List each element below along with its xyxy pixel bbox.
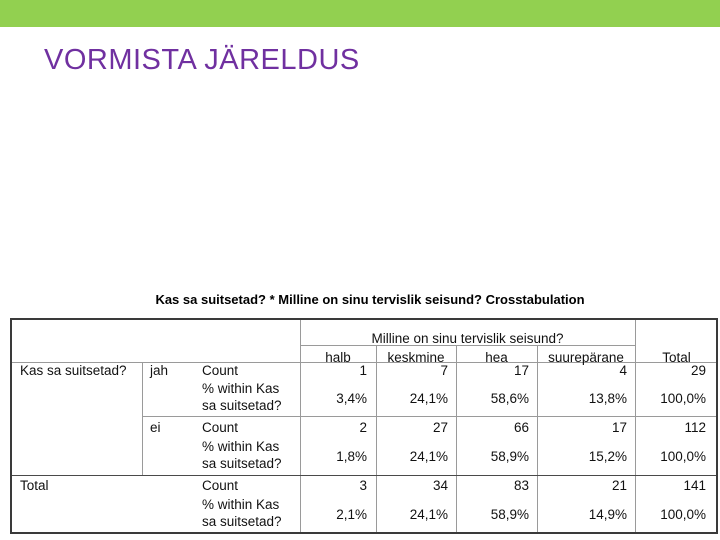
cell-total-suureparane-count: 21 xyxy=(611,478,627,493)
cell-jah-halb-count: 1 xyxy=(359,363,367,378)
cell-total-halb-pct: 2,1% xyxy=(336,507,367,522)
divider-jah-ei xyxy=(142,416,718,417)
cell-ei-keskmine-pct: 24,1% xyxy=(409,449,448,464)
cell-jah-keskmine-count: 7 xyxy=(440,363,448,378)
cell-ei-total-count: 112 xyxy=(684,420,706,435)
cell-total-keskmine-count: 34 xyxy=(432,478,448,493)
percent-label-cont: sa suitsetad? xyxy=(202,456,282,471)
row-variable-label: Kas sa suitsetad? xyxy=(20,363,127,378)
cell-total-hea-pct: 58,9% xyxy=(490,507,529,522)
divider-group-label xyxy=(142,362,143,476)
cell-total-hea-count: 83 xyxy=(513,478,529,493)
table-caption: Kas sa suitsetad? * Milline on sinu tervislik seisund? Crosstabulation xyxy=(155,292,585,307)
cell-jah-total-count: 29 xyxy=(690,363,706,378)
cell-total-total-pct: 100,0% xyxy=(660,507,706,522)
cell-total-keskmine-pct: 24,1% xyxy=(409,507,448,522)
cell-ei-hea-pct: 58,9% xyxy=(490,449,529,464)
percent-label: % within Kas xyxy=(202,439,280,454)
cell-ei-halb-pct: 1,8% xyxy=(336,449,367,464)
cell-total-total-count: 141 xyxy=(683,478,706,493)
percent-label-cont: sa suitsetad? xyxy=(202,398,282,413)
col-header-total: Total xyxy=(662,350,691,365)
cell-total-suureparane-pct: 14,9% xyxy=(588,507,627,522)
cell-ei-halb-count: 2 xyxy=(359,420,367,435)
cell-ei-suureparane-count: 17 xyxy=(611,420,627,435)
col-header-keskmine: keskmine xyxy=(387,350,445,365)
cell-ei-suureparane-pct: 15,2% xyxy=(588,449,627,464)
cell-jah-suureparane-pct: 13,8% xyxy=(588,391,627,406)
crosstab-table xyxy=(10,318,718,534)
cell-total-halb-count: 3 xyxy=(359,478,367,493)
percent-label-cont: sa suitsetad? xyxy=(202,514,282,529)
count-label: Count xyxy=(202,478,239,493)
top-accent-bar xyxy=(0,0,720,27)
cell-ei-total-pct: 100,0% xyxy=(660,449,706,464)
total-row-label: Total xyxy=(20,478,49,493)
cell-jah-suureparane-count: 4 xyxy=(619,363,627,378)
group-label-ei: ei xyxy=(150,420,161,435)
cell-jah-total-pct: 100,0% xyxy=(660,391,706,406)
cell-ei-keskmine-count: 27 xyxy=(432,420,448,435)
group-label-jah: jah xyxy=(150,363,169,378)
column-group-label: Milline on sinu tervislik seisund? xyxy=(371,331,564,346)
divider-total xyxy=(12,475,718,476)
cell-jah-hea-count: 17 xyxy=(513,363,529,378)
cell-ei-hea-count: 66 xyxy=(513,420,529,435)
cell-jah-hea-pct: 58,6% xyxy=(490,391,529,406)
col-header-suureparane: suurepärane xyxy=(548,350,624,365)
count-label: Count xyxy=(202,363,239,378)
percent-label: % within Kas xyxy=(202,381,280,396)
col-header-hea: hea xyxy=(485,350,508,365)
percent-label: % within Kas xyxy=(202,497,280,512)
cell-jah-keskmine-pct: 24,1% xyxy=(409,391,448,406)
count-label: Count xyxy=(202,420,239,435)
slide-title: VORMISTA JÄRELDUS xyxy=(44,44,360,76)
cell-jah-halb-pct: 3,4% xyxy=(336,391,367,406)
col-header-halb: halb xyxy=(325,350,351,365)
